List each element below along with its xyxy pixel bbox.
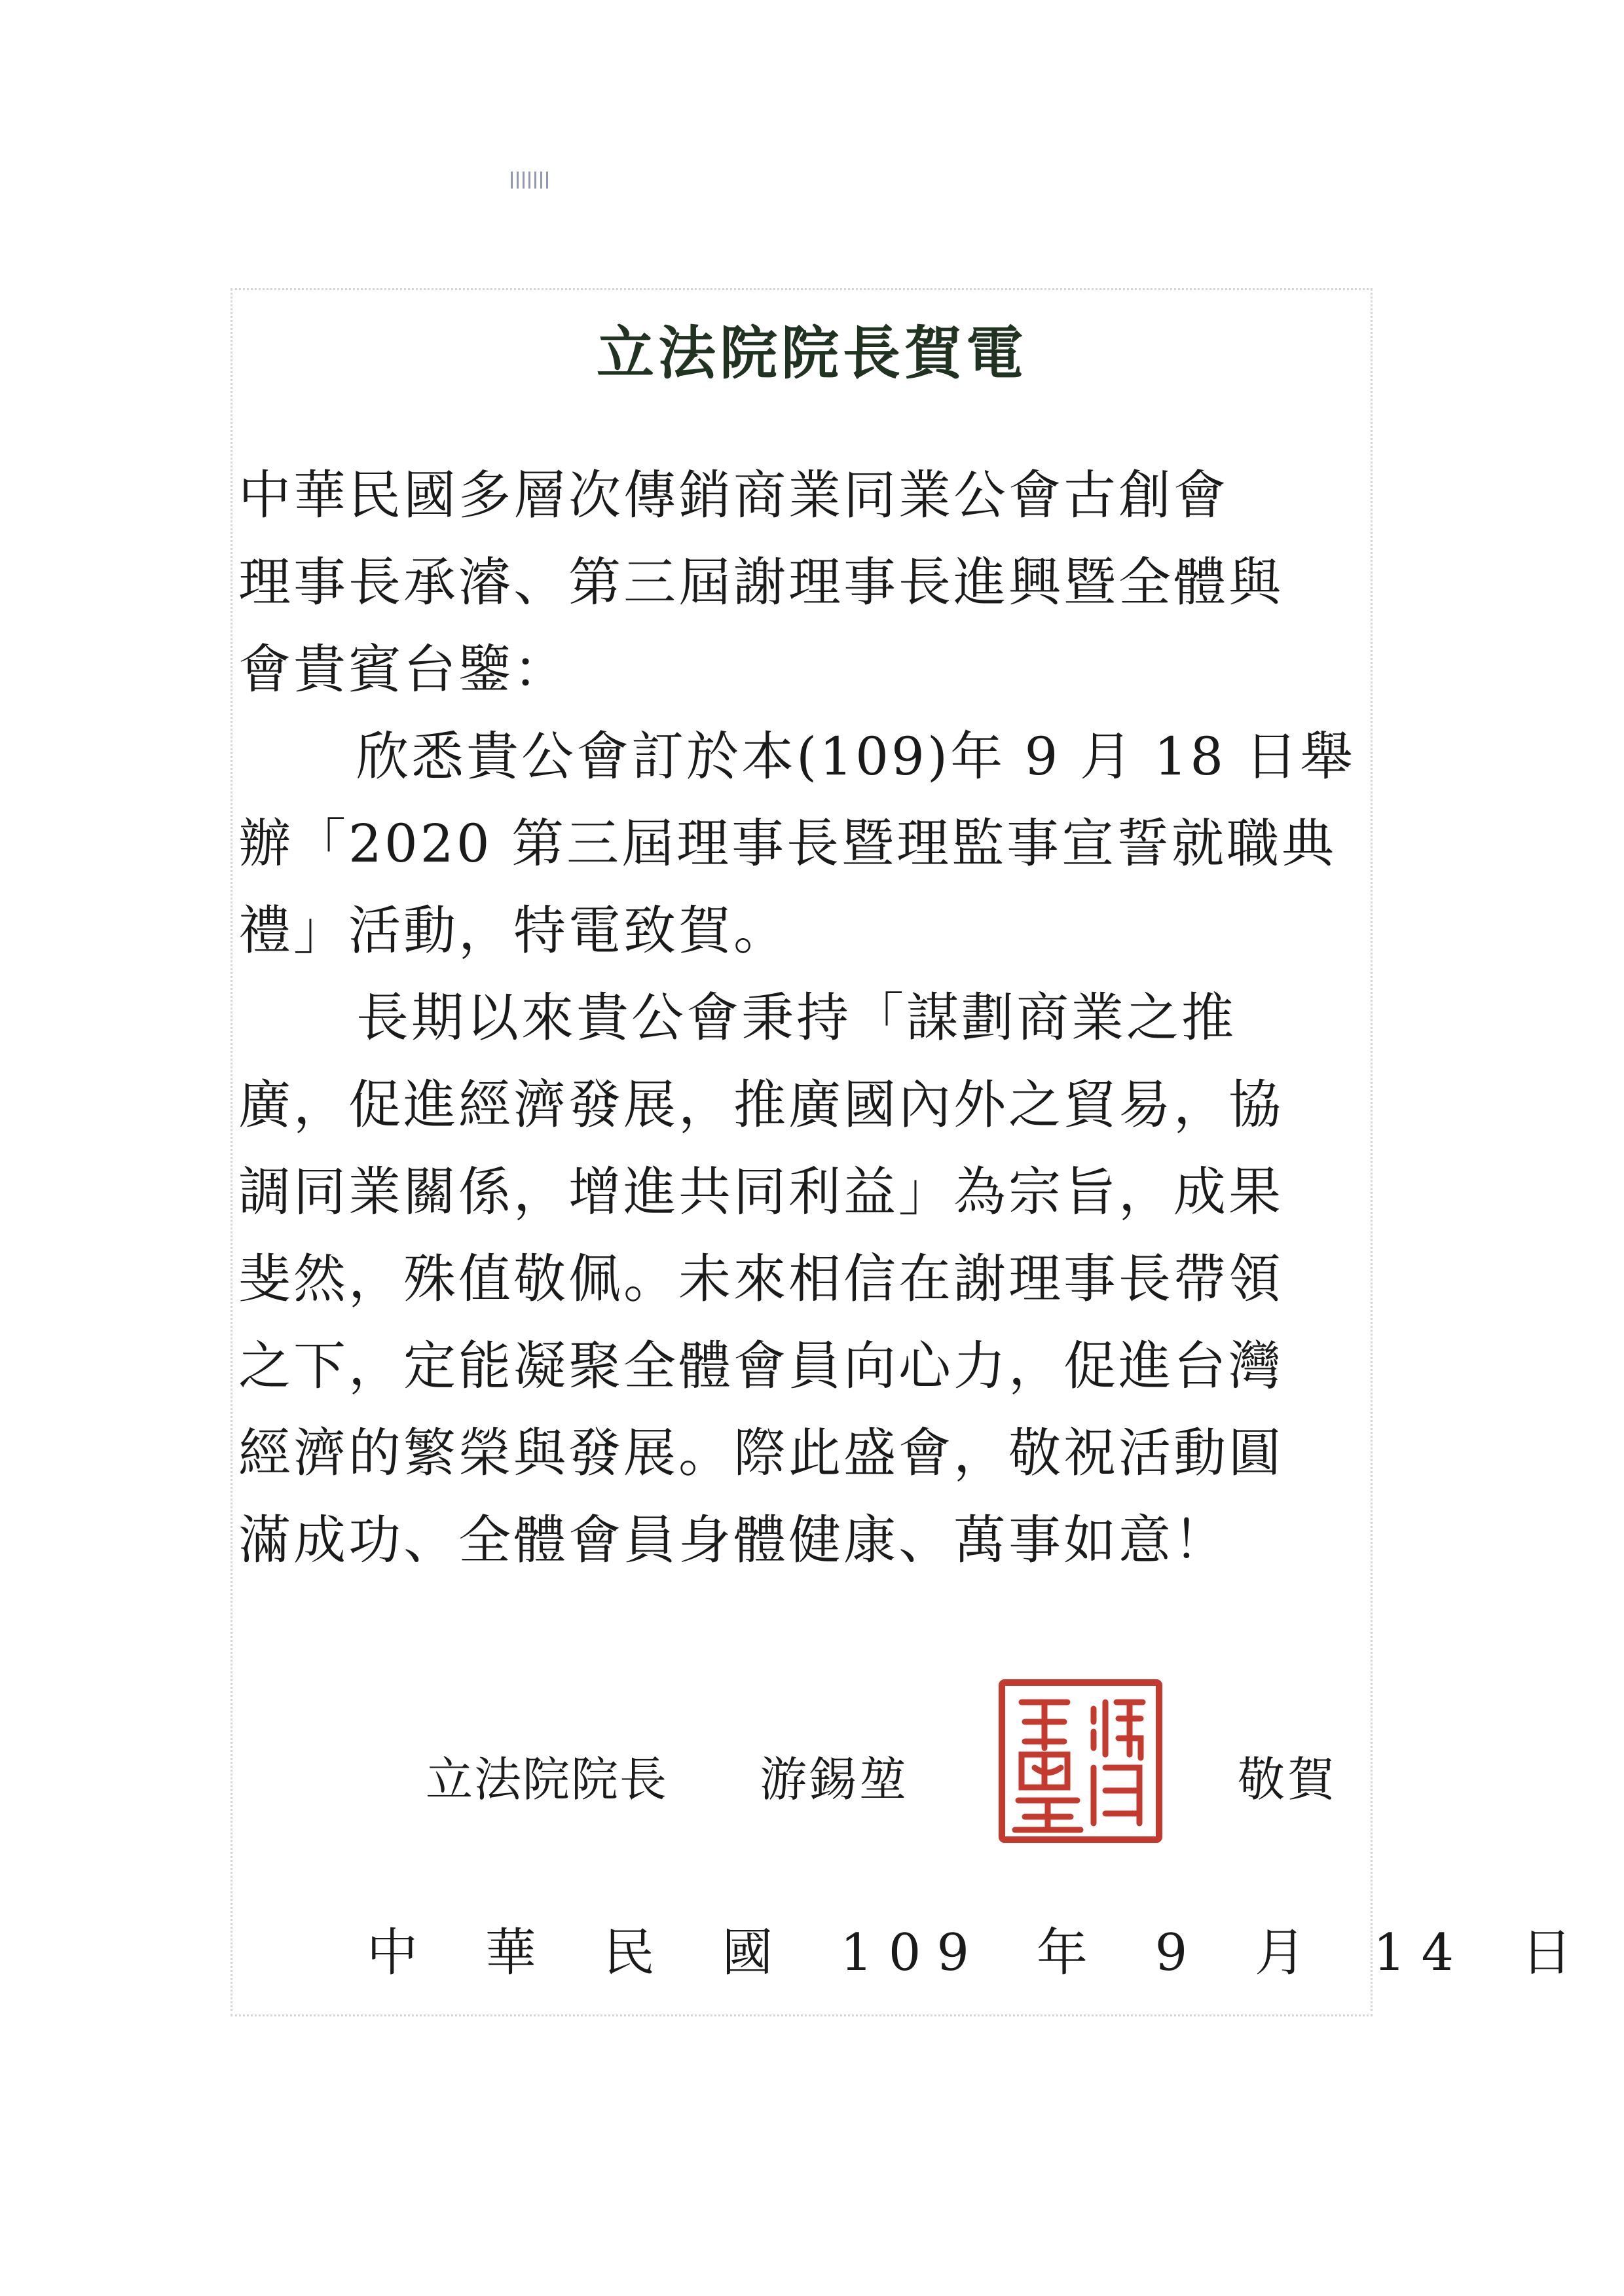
body-line: 理事長承濬、第三屆謝理事長進興暨全體與 <box>238 552 1283 613</box>
body-line: 斐然，殊值敬佩。未來相信在謝理事長帶領 <box>238 1248 1283 1309</box>
body-line: 會貴賓台鑒： <box>238 639 568 700</box>
red-seal-stamp <box>995 1676 1166 1846</box>
body-line: 禮」活動，特電致賀。 <box>238 900 788 961</box>
signature-block <box>0 1676 1624 1872</box>
body-line: 長期以來貴公會秉持「謀劃商業之推 <box>356 987 1236 1048</box>
body-line: 之下，定能凝聚全體會員向心力，促進台灣 <box>238 1336 1283 1396</box>
body-line: 經濟的繁榮與發展。際此盛會，敬祝活動圓 <box>238 1423 1283 1484</box>
body-line: 中華民國多層次傳銷商業同業公會古創會 <box>238 465 1228 526</box>
body-line: 欣悉貴公會訂於本(109)年 9 月 18 日舉 <box>356 726 1356 787</box>
body-line: 廣，促進經濟發展，推廣國內外之貿易，協 <box>238 1074 1283 1135</box>
body-line: 調同業關係，增進共同利益」為宗旨，成果 <box>238 1161 1283 1222</box>
body-line: 滿成功、全體會員身體健康、萬事如意！ <box>238 1510 1228 1571</box>
body-line: 辦「2020 第三屆理事長暨理監事宣誓就職典 <box>238 813 1337 874</box>
document-date: 中 華 民 國 109 年 9 月 14 日 <box>367 1923 1588 1982</box>
scan-speck <box>511 172 550 189</box>
closing-phrase: 敬賀 <box>1238 1752 1338 1807</box>
document-title: 立法院院長賀電 <box>596 319 1027 387</box>
letter-body <box>238 452 1365 1584</box>
signer-position: 立法院院長 <box>426 1752 669 1807</box>
signer-name: 游錫堃 <box>760 1752 910 1807</box>
